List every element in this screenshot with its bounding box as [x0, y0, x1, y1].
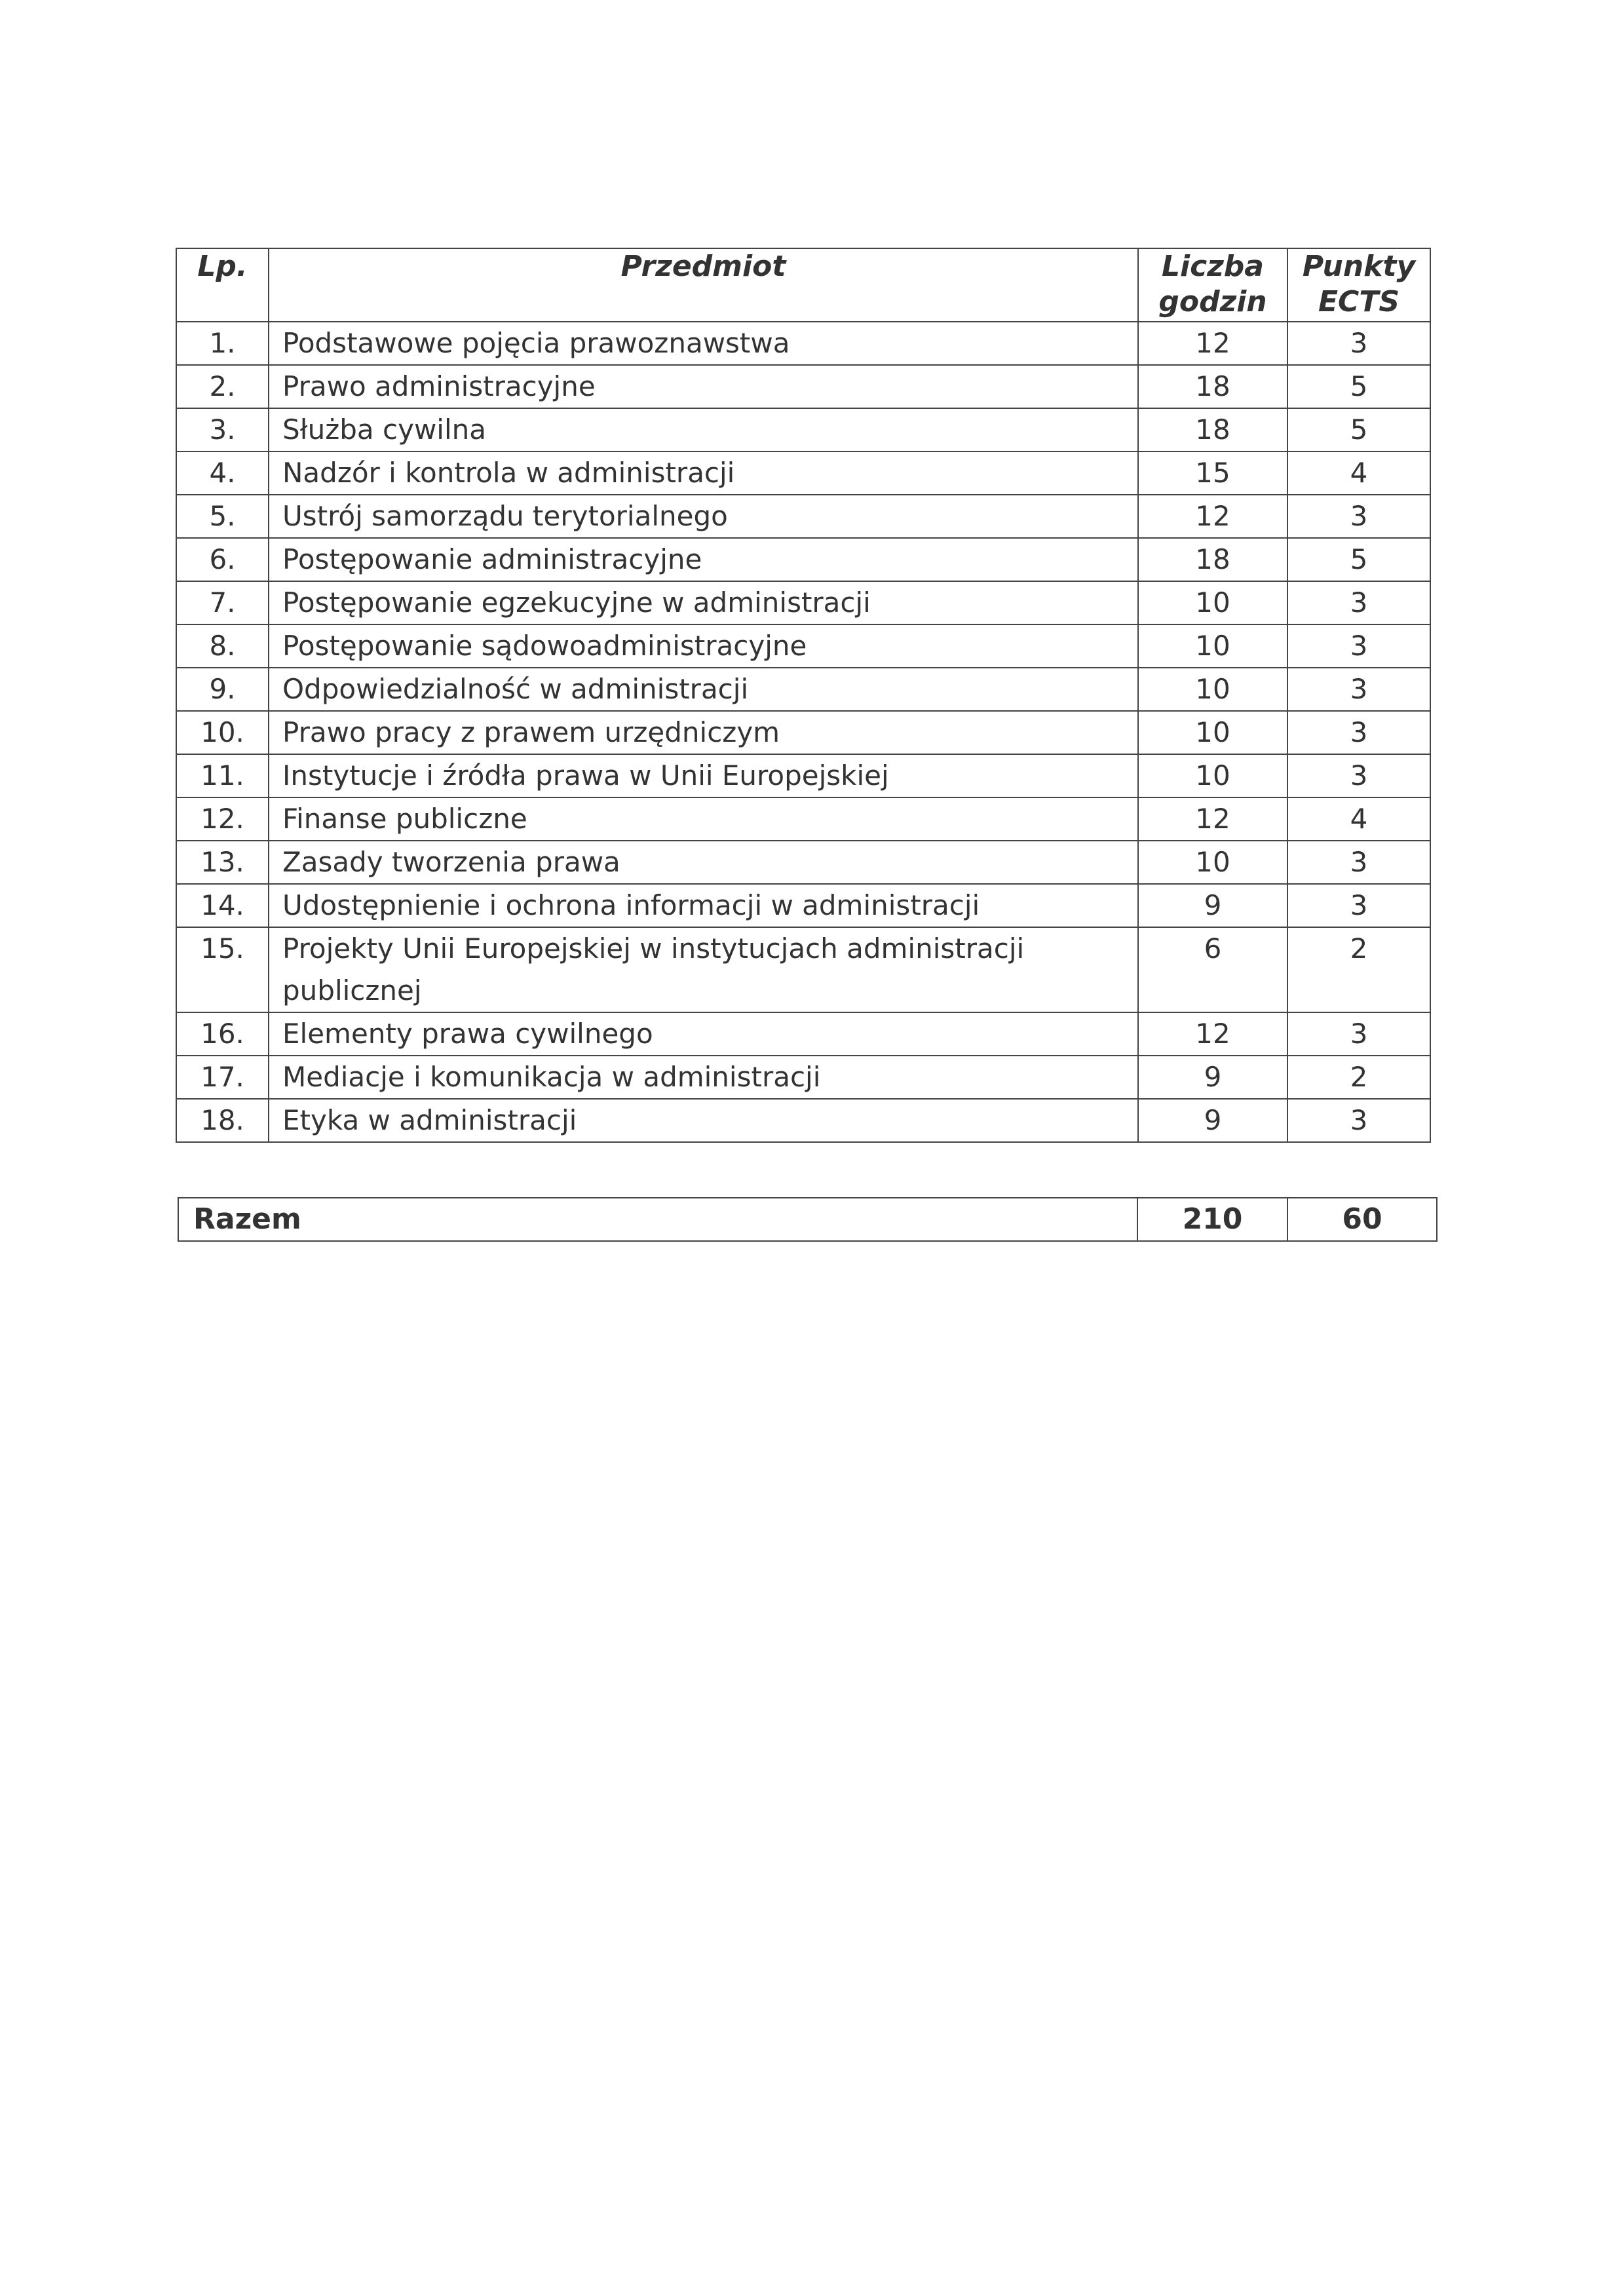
- table-row: [176, 1012, 1430, 1056]
- row-lp: 2.: [176, 365, 269, 408]
- header-hours-line1: Liczba: [1162, 250, 1264, 283]
- row-subject: Elementy prawa cywilnego: [269, 1012, 1138, 1056]
- row-ects: 3: [1287, 754, 1430, 797]
- row-ects: 5: [1287, 538, 1430, 581]
- row-ects: 3: [1287, 711, 1430, 754]
- row-hours: 10: [1138, 581, 1287, 624]
- row-hours: 12: [1138, 495, 1287, 538]
- row-lp: 8.: [176, 624, 269, 668]
- row-subject: Etyka w administracji: [269, 1099, 1138, 1142]
- header-lp: [176, 248, 269, 322]
- header-ects: [1287, 248, 1430, 322]
- row-lp: 5.: [176, 495, 269, 538]
- table-row: [176, 884, 1430, 927]
- table-row: [176, 711, 1430, 754]
- row-hours: 15: [1138, 451, 1287, 495]
- row-lp: 9.: [176, 668, 269, 711]
- table-row: [176, 841, 1430, 884]
- row-lp: 4.: [176, 451, 269, 495]
- table-row: [176, 495, 1430, 538]
- row-subject: Ustrój samorządu terytorialnego: [269, 495, 1138, 538]
- summary-row: [178, 1198, 1437, 1241]
- courses-table: [176, 248, 1431, 1143]
- row-hours: 12: [1138, 797, 1287, 841]
- row-ects: 3: [1287, 624, 1430, 668]
- row-subject: Postępowanie sądowoadministracyjne: [269, 624, 1138, 668]
- table-row: [176, 538, 1430, 581]
- table-row: [176, 1099, 1430, 1142]
- row-hours: 12: [1138, 1012, 1287, 1056]
- row-lp: 16.: [176, 1012, 269, 1056]
- row-lp: 13.: [176, 841, 269, 884]
- row-lp: 14.: [176, 884, 269, 927]
- row-hours: 10: [1138, 624, 1287, 668]
- row-hours: 18: [1138, 408, 1287, 451]
- row-hours: 10: [1138, 841, 1287, 884]
- row-subject: Projekty Unii Europejskiej w instytucjach administracji publicznej: [269, 927, 1138, 1012]
- row-lp: 15.: [176, 927, 269, 1012]
- row-ects: 3: [1287, 495, 1430, 538]
- row-ects: 2: [1287, 927, 1430, 1012]
- row-hours: 18: [1138, 365, 1287, 408]
- header-ects-line1: Punkty: [1302, 250, 1416, 283]
- summary-ects: 60: [1287, 1198, 1437, 1241]
- table-row: [176, 322, 1430, 365]
- row-ects: 3: [1287, 1099, 1430, 1142]
- row-hours: 10: [1138, 668, 1287, 711]
- row-hours: 9: [1138, 1056, 1287, 1099]
- row-lp: 3.: [176, 408, 269, 451]
- table-row: [176, 624, 1430, 668]
- row-lp: 6.: [176, 538, 269, 581]
- row-lp: 7.: [176, 581, 269, 624]
- row-ects: 3: [1287, 1012, 1430, 1056]
- row-ects: 3: [1287, 841, 1430, 884]
- header-subject-text: Przedmiot: [620, 250, 786, 283]
- row-ects: 3: [1287, 668, 1430, 711]
- header-lp-text: Lp.: [197, 250, 248, 283]
- row-ects: 2: [1287, 1056, 1430, 1099]
- row-hours: 10: [1138, 754, 1287, 797]
- table-row: [176, 581, 1430, 624]
- row-subject: Prawo administracyjne: [269, 365, 1138, 408]
- table-row: [176, 797, 1430, 841]
- table-row: [176, 754, 1430, 797]
- row-lp: 11.: [176, 754, 269, 797]
- header-hours-line2: godzin: [1158, 285, 1267, 318]
- row-ects: 3: [1287, 322, 1430, 365]
- row-ects: 5: [1287, 408, 1430, 451]
- header-subject: [269, 248, 1138, 322]
- header-hours: [1138, 248, 1287, 322]
- row-lp: 1.: [176, 322, 269, 365]
- row-hours: 12: [1138, 322, 1287, 365]
- table-row: [176, 668, 1430, 711]
- row-lp: 17.: [176, 1056, 269, 1099]
- summary-label: Razem: [178, 1198, 1137, 1241]
- row-ects: 5: [1287, 365, 1430, 408]
- row-ects: 3: [1287, 581, 1430, 624]
- table-row: [176, 927, 1430, 1012]
- table-row: [176, 1056, 1430, 1099]
- row-ects: 3: [1287, 884, 1430, 927]
- table-row: [176, 408, 1430, 451]
- row-subject: Postępowanie administracyjne: [269, 538, 1138, 581]
- row-subject: Służba cywilna: [269, 408, 1138, 451]
- row-subject: Prawo pracy z prawem urzędniczym: [269, 711, 1138, 754]
- row-subject: Zasady tworzenia prawa: [269, 841, 1138, 884]
- row-hours: 9: [1138, 1099, 1287, 1142]
- row-ects: 4: [1287, 451, 1430, 495]
- row-subject: Instytucje i źródła prawa w Unii Europejskiej: [269, 754, 1138, 797]
- row-lp: 12.: [176, 797, 269, 841]
- row-subject: Nadzór i kontrola w administracji: [269, 451, 1138, 495]
- row-ects: 4: [1287, 797, 1430, 841]
- row-subject: Podstawowe pojęcia prawoznawstwa: [269, 322, 1138, 365]
- header-ects-line2: ECTS: [1318, 285, 1400, 318]
- row-lp: 10.: [176, 711, 269, 754]
- table-row: [176, 451, 1430, 495]
- row-subject: Finanse publiczne: [269, 797, 1138, 841]
- row-subject: Postępowanie egzekucyjne w administracji: [269, 581, 1138, 624]
- table-row: [176, 365, 1430, 408]
- row-hours: 10: [1138, 711, 1287, 754]
- summary-table: [178, 1197, 1438, 1242]
- row-hours: 6: [1138, 927, 1287, 1012]
- row-subject: Mediacje i komunikacja w administracji: [269, 1056, 1138, 1099]
- row-hours: 18: [1138, 538, 1287, 581]
- table-header-row: [176, 248, 1430, 322]
- row-lp: 18.: [176, 1099, 269, 1142]
- row-subject: Odpowiedzialność w administracji: [269, 668, 1138, 711]
- row-subject: Udostępnienie i ochrona informacji w administracji: [269, 884, 1138, 927]
- row-hours: 9: [1138, 884, 1287, 927]
- summary-hours: 210: [1137, 1198, 1287, 1241]
